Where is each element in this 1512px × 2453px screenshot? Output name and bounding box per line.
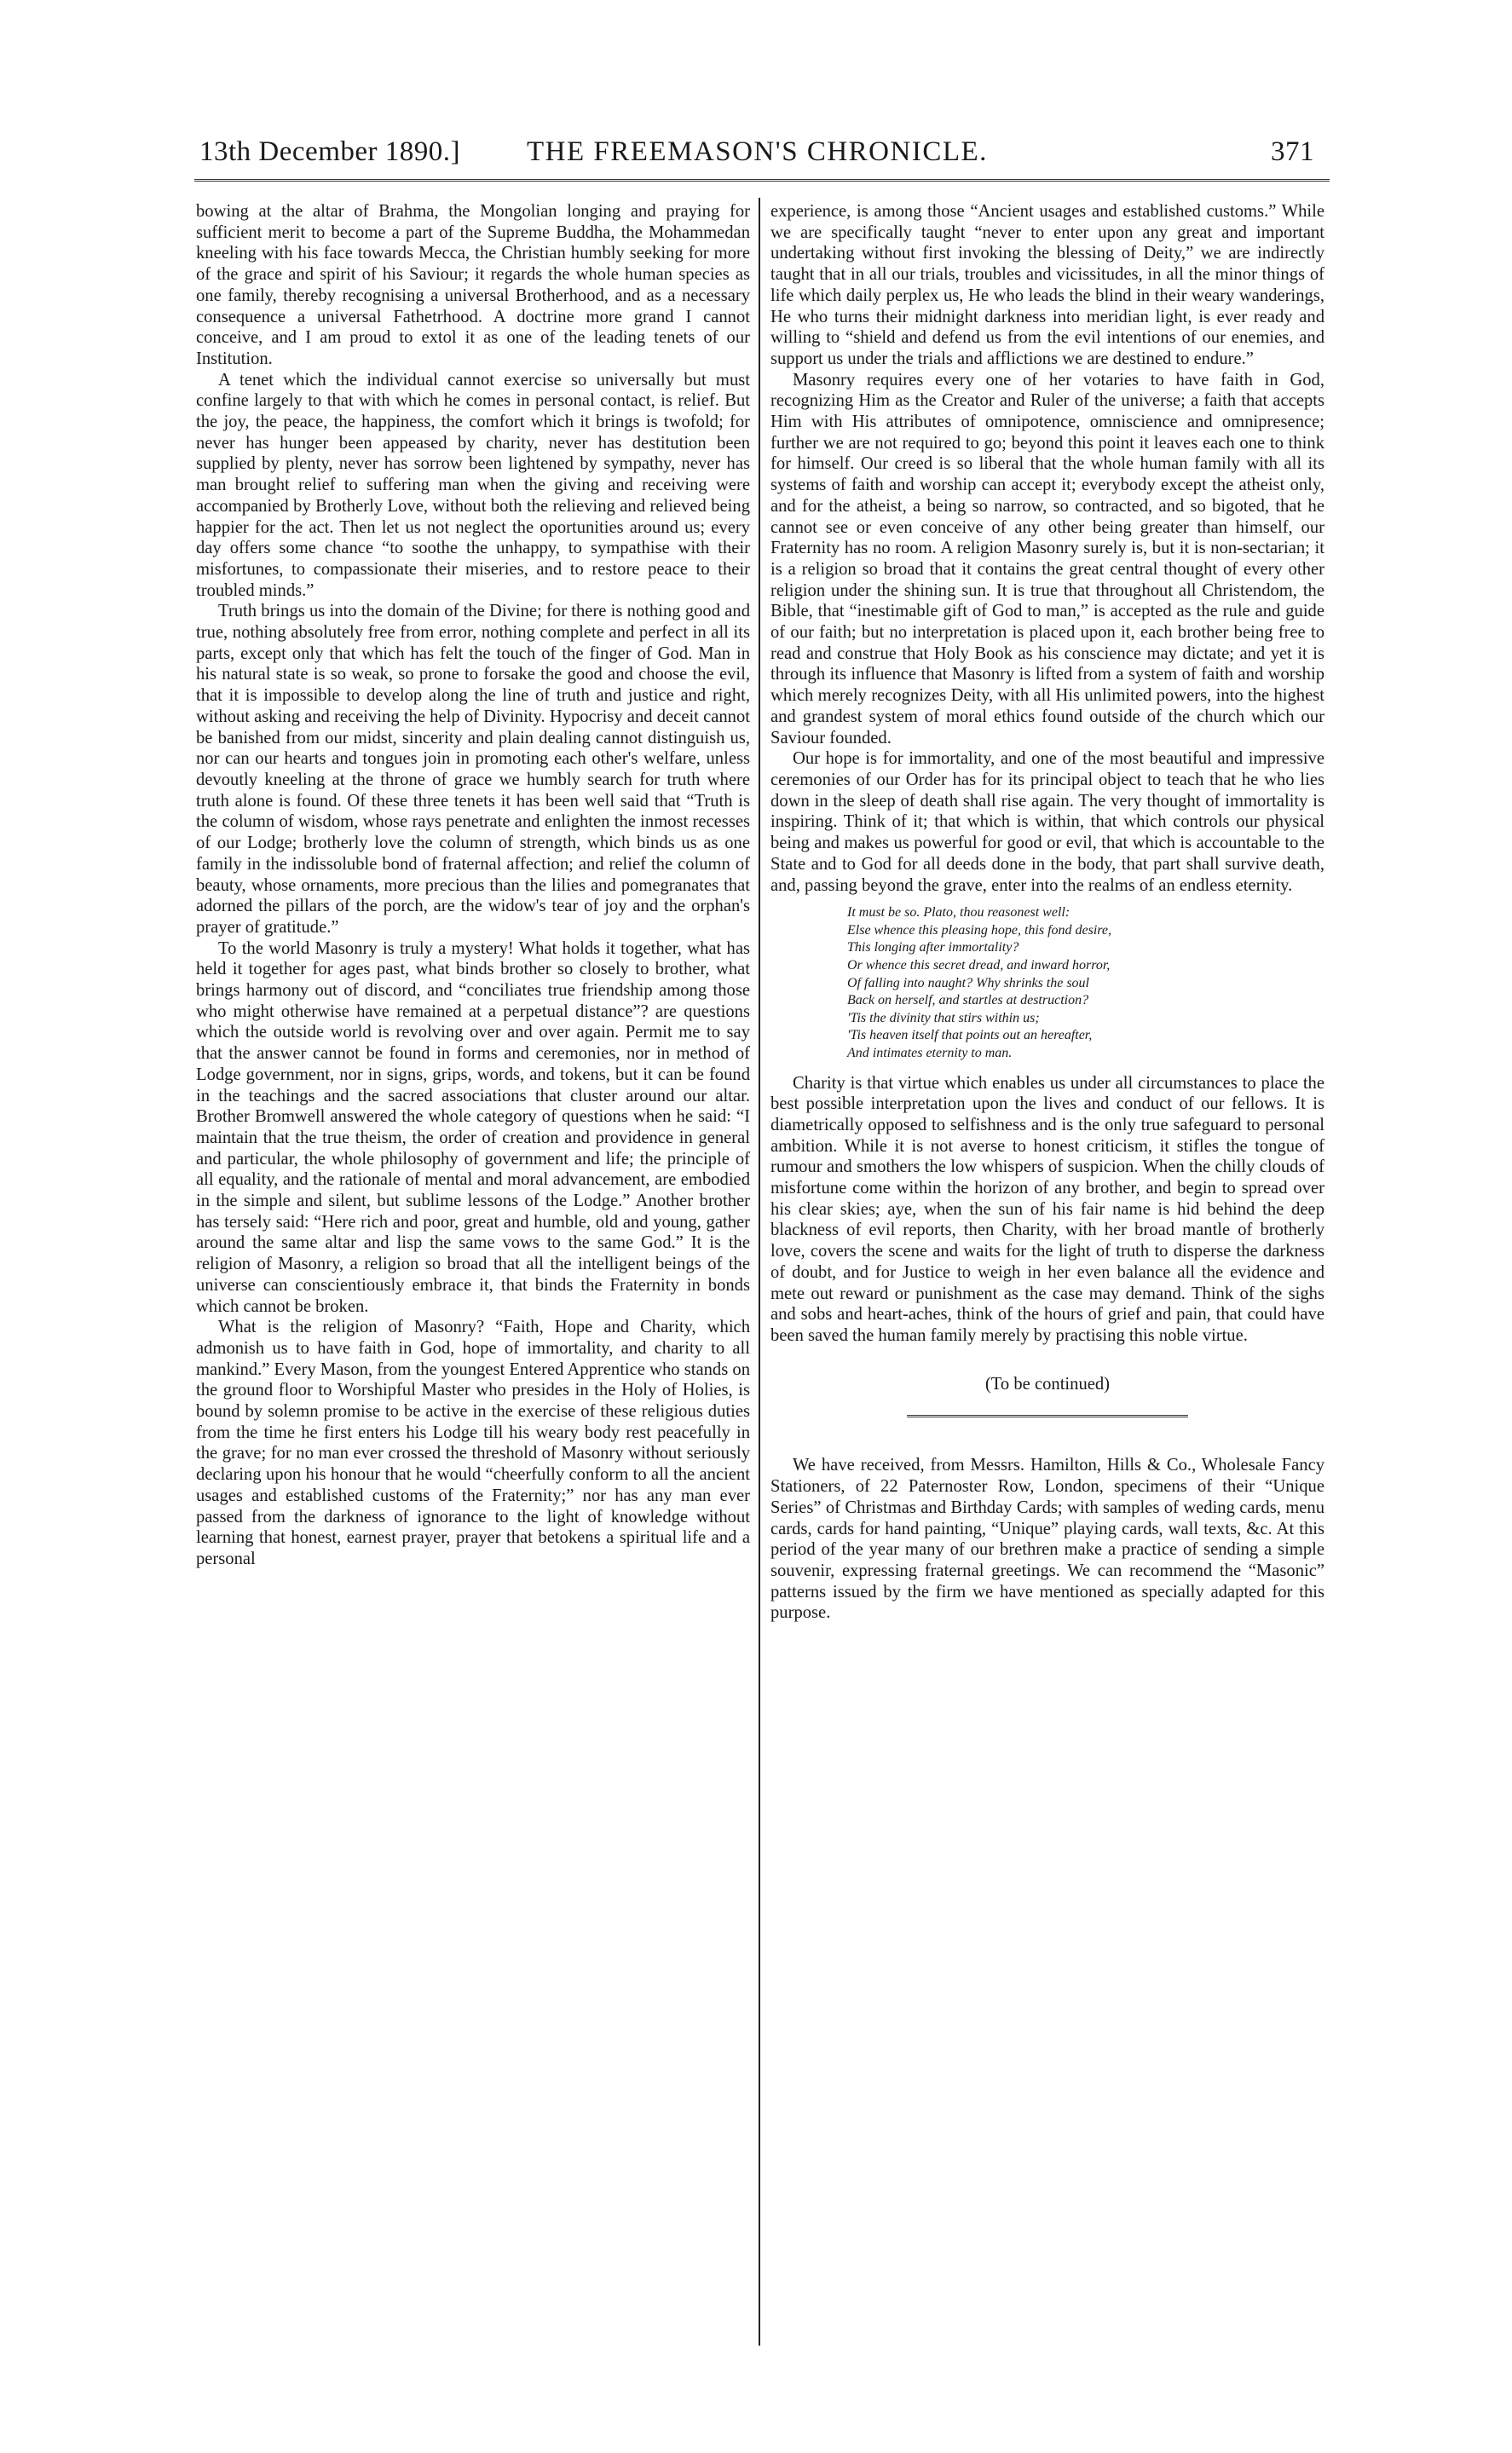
- poem-line: 'Tis heaven itself that points out an hereafter,: [847, 1028, 1093, 1043]
- left-column: [196, 201, 750, 1570]
- column-divider: [759, 198, 760, 2346]
- poem-line: 'Tis the divinity that stirs within us;: [847, 1010, 1040, 1025]
- poem-line: Or whence this secret dread, and inward horror,: [847, 957, 1111, 973]
- poem-line: It must be so. Plato, thou reasonest well:: [847, 905, 1071, 921]
- notice-paragraph: We have received, from Messrs. Hamilton, Hills & Co., Wholesale Fancy Stationers, of 22 Paternoster Row, London, specimens of their “Unique Series” of Christmas and Birthday Cards; with samples of weding cards, menu cards, cards for hand painting, “Unique” playing cards, wall texts, &c. At this period of the year many of our brethren make a practice of sending a simple souvenir, expressing fraternal greetings. We can recommend the “Masonic” patterns issued by the firm we have mentioned as specially adapted for this purpose.: [770, 1456, 1324, 1623]
- poem-line: This longing after immortality?: [847, 940, 1019, 955]
- poem-quotation: [847, 904, 1324, 1062]
- publication-title: THE FREEMASON'S CHRONICLE.: [527, 136, 988, 167]
- paragraph: A tenet which the individual cannot exercise so universally but must confine largely to that with which he comes in personal contact, is relief. But the joy, the peace, the happiness, the comfort which it brings is twofold; for never has hunger been appeased by charity, never has destitution been supplied by plenty, never has sorrow been lightened by sympathy, never has man brought relief to suffering man when the giving and receiving were accompanied by Brotherly Love, without both the relieving and relieved being happier for the act. Then let us not neglect the oportunities around us; every day offers some chance “to soothe the unhappy, to sympathise with their misfortunes, to compassionate their miseries, and to restore peace to their troubled minds.”: [196, 370, 750, 600]
- paragraph: experience, is among those “Ancient usages and established customs.” While we are specifically taught “never to enter upon any great and important undertaking without first invoking the blessing of Deity,” we are indirectly taught that in all our trials, troubles and vicissitudes, in all the minor things of life which daily perplex us, He who leads the blind in their weary wanderings, He who turns their midnight darkness into meridian light, is ever ready and willing to “shield and defend us from the evil intentions of our enemies, and support us under the trials and afflictions we are destined to endure.”: [770, 202, 1324, 368]
- paragraph: Our hope is for immortality, and one of the most beautiful and impressive ceremonies of our Order has for its principal object to teach that he who lies down in the sleep of death shall rise again. The very thought of immortality is inspiring. Think of it; that which is within, that which controls our physical being and makes us powerful for good or evil, that which is accountable to the State and to God for all deeds done in the body, that part shall survive death, and, passing beyond the grave, enter into the realms of an endless eternity.: [770, 749, 1324, 895]
- issue-date: 13th December 1890.]: [199, 136, 460, 167]
- right-column: [770, 201, 1324, 1624]
- masthead-rule: [194, 179, 1330, 182]
- poem-line: And intimates eternity to man.: [847, 1045, 1013, 1060]
- paragraph: To the world Masonry is truly a mystery! What holds it together, what has held it together for ages past, what binds brother so closely to brother, what brings harmony out of discord, and “conciliates true friendship among those who might otherwise have remained at a perpetual distance”? are questions which the outside world is revolving over and over again. Permit me to say that the answer cannot be found in forms and ceremonies, nor in method of Lodge government, nor in signs, grips, words, and tokens, but it can be found in the teachings and the sacred associations that cluster around our altar. Brother Bromwell answered the whole category of questions when he said: “I maintain that the true theism, the order of creation and providence in general and particular, the whole philosophy of government and life; the principle of all equality, and the rationale of mental and moral advancement, are embodied in the simple and silent, but sublime lessons of the Lodge.” Another brother has tersely said: “Here rich and poor, great and humble, old and young, gather around the same altar and lisp the same vows to the same God.” It is the religion of Masonry, a religion so broad that all the intelligent beings of the universe can conscientiously embrace it, that binds the Fraternity in bonds which cannot be broken.: [196, 938, 750, 1316]
- paragraph: What is the religion of Masonry? “Faith, Hope and Charity, which admonish us to have faith in God, hope of immortality, and charity to all mankind.” Every Mason, from the youngest Entered Apprentice who stands on the ground floor to Worshipful Master who presides in the Holy of Holies, is bound by solemn promise to be active in the exercise of these religious duties from the time he first enters his Lodge till his weary body rest peacefully in the grave; for no man ever crossed the threshold of Masonry without seriously declaring upon his honour that he would “cheerfully conform to all the ancient usages and established customs of the Fraternity;” nor has any man ever passed from the darkness of ignorance to the light of knowledge without learning that honest, earnest prayer, prayer that betokens a spiritual life and a personal: [196, 1318, 750, 1568]
- masthead: [194, 128, 1330, 176]
- poem-line: Else whence this pleasing hope, this fond desire,: [847, 922, 1112, 938]
- paragraph: bowing at the altar of Brahma, the Mongolian longing and praying for sufficient merit to become a part of the Supreme Buddha, the Mohammedan kneeling with his face towards Mecca, the Christian humbly seeking for more of the grace and spirit of his Saviour; it regards the whole human species as one family, thereby recognising a universal Brotherhood, and as a necessary consequence a universal Fathetrhood. A doctrine more grand I cannot conceive, and I am proud to extol it as one of the leading tenets of our Institution.: [196, 202, 750, 368]
- poem-line: Of falling into naught? Why shrinks the soul: [847, 975, 1089, 990]
- paragraph: Truth brings us into the domain of the Divine; for there is nothing good and true, nothing absolutely free from error, nothing complete and perfect in all its parts, except only that which has felt the touch of the finger of God. Man in his natural state is so weak, so prone to forsake the good and choose the evil, that it is impossible to develop along the line of truth and justice and right, without asking and receiving the help of Divinity. Hypocrisy and deceit cannot be banished from our midst, sincerity and plain dealing cannot distinguish us, nor can our hearts and tongues join in promoting each other's welfare, unless devoutly kneeling at the throne of grace we humbly search for truth where truth alone is found. Of these three tenets it has been well said that “Truth is the column of wisdom, whose rays penetrate and enlighten the inmost recesses of our Lodge; brotherly love the column of strength, which binds us as one family in the indissoluble bond of fraternal affection; and relief the column of beauty, whose ornaments, more precious than the lilies and pomegranates that adorned the pillars of the porch, are the widow's tear of joy and the orphan's prayer of gratitude.”: [196, 602, 750, 937]
- paragraph: Charity is that virtue which enables us under all circumstances to place the best possible interpretation upon the lives and conduct of our fellows. It is diametrically opposed to selfishness and is the only true safeguard to personal ambition. While it is not averse to honest criticism, it stifles the tongue of rumour and smothers the low whispers of suspicion. When the chilly clouds of misfortune come within the horizon of any brother, and begin to spread over his clear skies; aye, when the sun of his fair name is hid behind the deep blackness of evil reports, then Charity, with her broad mantle of brotherly love, covers the scene and waits for the light of truth to disperse the darkness of doubt, and for Justice to weigh in her even balance all the evidence and mete out reward or punishment as the case may demand. Think of the sighs and sobs and heart-aches, think of the hours of grief and pain, that could have been saved the human family merely by practising this noble virtue.: [770, 1073, 1324, 1345]
- poem-line: Back on herself, and startles at destruction?: [847, 993, 1089, 1008]
- to-be-continued: (To be continued): [984, 1374, 1111, 1394]
- section-rule: [907, 1415, 1188, 1417]
- page-number: 371: [1271, 136, 1314, 167]
- newspaper-page: [194, 128, 1330, 1623]
- paragraph: Masonry requires every one of her votaries to have faith in God, recognizing Him as the Creator and Ruler of the universe; a faith that accepts Him with His attributes of omnipotence, omniscience and omnipresence; further we are not required to go; beyond this point it leaves each one to think for himself. Our creed is so liberal that the whole human family with all its systems of faith and worship can accept it; everybody except the atheist only, and for the atheist, a being so narrow, so contracted, and so bigoted, that he cannot see or even conceive of any other being greater than himself, our Fraternity has no room. A religion Masonry surely is, but it is non-sectarian; it is a religion so broad that it contains the great central thought of every other religion under the shining sun. It is true that throughout all Christendom, the Bible, that “inestimable gift of God to man,” is accepted as the rule and guide of our faith; but no interpretation is placed upon it, each brother being free to read and construe that Holy Book as his conscience may dictate; and yet it is through its influence that Masonry is lifted from a system of faith and worship which merely recognizes Deity, with all His unlimited powers, into the highest and grandest system of moral ethics found outside of the church which our Saviour founded.: [770, 370, 1324, 747]
